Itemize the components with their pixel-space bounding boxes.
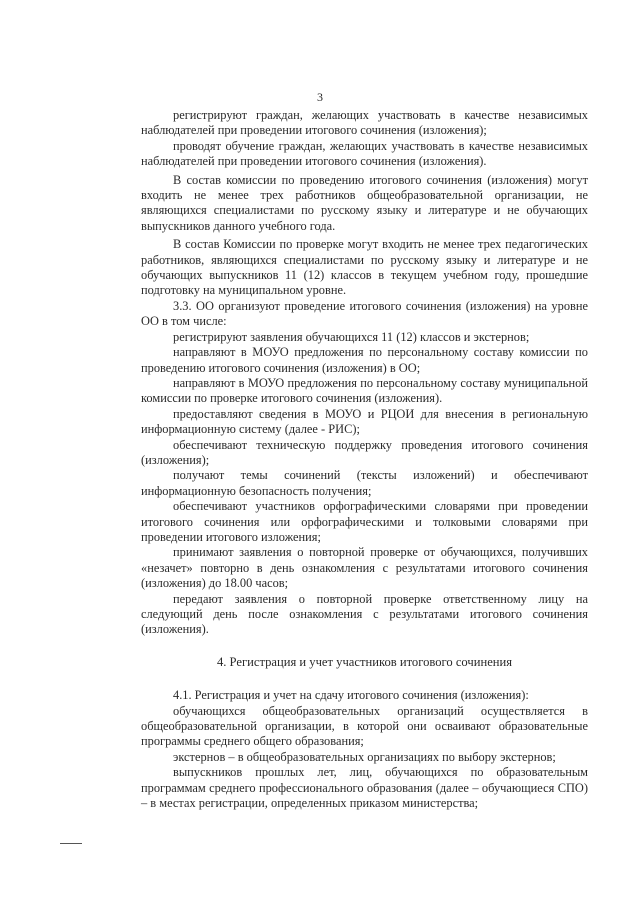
paragraph: обучающихся общеобразовательных организаций осуществляется в общеобразовательной организации, в которой они осваивают образовательные программы среднего общего образования; (141, 703, 588, 749)
margin-mark (60, 843, 82, 844)
paragraph: 3.3. ОО организуют проведение итогового сочинения (изложения) на уровне ОО в том числе: (141, 298, 588, 329)
paragraph: передают заявления о повторной проверке ответственному лицу на следующий день после ознакомления с результатами итогового сочинения (изложения). (141, 591, 588, 637)
paragraph: направляют в МОУО предложения по персональному составу муниципальной комиссии по проверке итогового сочинения (изложения). (141, 375, 588, 406)
paragraph: направляют в МОУО предложения по персональному составу комиссии по проведению итогового сочинения (изложения) в ОО; (141, 345, 588, 375)
paragraph: получают темы сочинений (тексты изложений) и обеспечивают информационную безопасность получения; (141, 468, 588, 498)
paragraph: обеспечивают техническую поддержку проведения итогового сочинения (изложения); (141, 437, 588, 467)
paragraph: регистрируют заявления обучающихся 11 (12) классов и экстернов; (173, 329, 530, 344)
page-number: 3 (317, 90, 323, 104)
paragraph: проводят обучение граждан, желающих участвовать в качестве независимых наблюдателей при проведении итогового сочинения (изложения). (141, 138, 588, 169)
paragraph: экстернов – в общеобразовательных организациях по выбору экстернов; (173, 749, 556, 764)
paragraph: В состав Комиссии по проверке могут входить не менее трех педагогических работников, являющихся специалистами по русскому языку и литературе и не обучающих выпускников 11 (12) классов в текущем учебном году, прошедшие подготовку на муниципальном уровне. (141, 237, 588, 298)
paragraph: 4.1. Регистрация и учет на сдачу итогового сочинения (изложения): (173, 688, 529, 703)
paragraph: обеспечивают участников орфографическими словарями при проведении итогового сочинения или орфографическими и толковыми словарями при проведении итогового изложения; (141, 499, 588, 544)
paragraph: регистрируют граждан, желающих участвовать в качестве независимых наблюдателей при проведении итогового сочинения (изложения); (141, 108, 588, 138)
paragraph: В состав комиссии по проведению итогового сочинения (изложения) могут входить не менее трех работников общеобразовательной организации, не являющихся специалистами по русскому языку и литературе и не обучающих выпускников данного учебного года. (141, 172, 588, 233)
paragraph: принимают заявления о повторной проверке от обучающихся, получивших «незачет» повторно в день ознакомления с результатами итогового сочинения (изложения) до 18.00 часов; (141, 545, 588, 591)
paragraph: предоставляют сведения в МОУО и РЦОИ для внесения в региональную информационную систему (далее - РИС); (141, 406, 588, 437)
paragraph: выпускников прошлых лет, лиц, обучающихся по образовательным программам среднего профессионального образования (далее – обучающиеся СПО) – в местах регистрации, определенных приказом министерства; (141, 765, 588, 811)
section-heading: 4. Регистрация и учет участников итогового сочинения (216, 654, 513, 669)
document-body (141, 108, 588, 811)
